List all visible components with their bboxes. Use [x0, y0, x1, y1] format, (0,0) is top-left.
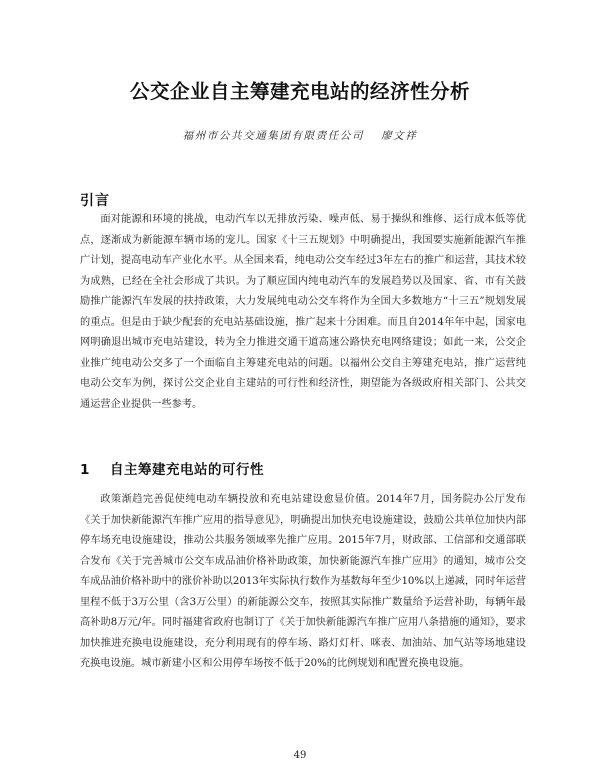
intro-paragraph: 面对能源和环境的挑战，电动汽车以无排放污染、噪声低、易于操纵和维修、运行成本低等优点，逐渐成为新能源车辆市场的宠儿。国家《十三五规划》中明确提出，我国要实施新能源汽车推广计划，提高电动车产业化水平。从全国来看，纯电动公交车经过3年左右的推广和运营，其技术较为成熟，已经在全社会形成了共识。为了顺应国内纯电动汽车的发展趋势以及国家、省、市有关鼓励推广能源汽车发展的扶持政策，大力发展纯电动公交车将作为全国大多数地方“十三五”规划发展的重点。但是由于缺少配套的充电站基础设施，推广起来十分困难。而且自2014年年中起，国家电网明确退出城市充电站建设，转为全力推进交通干道高速公路快充电网络建设；如此一来，公交企业推广纯电动公交多了一个面临自主筹建充电站的问题。以福州公交自主筹建充电站，推广运营纯电动公交车为例，探讨公交企业自主建站的可行性和经济性，期望能为各级政府相关部门、公共交通运营企业提供一些参考。 — [80, 214, 526, 410]
section-heading — [80, 458, 264, 478]
intro-heading: 引言 — [80, 193, 110, 209]
page-number: 49 — [293, 750, 307, 761]
section-title: 自主筹建充电站的可行性 — [110, 462, 264, 478]
section-number: 1 — [80, 462, 90, 478]
byline — [0, 128, 600, 143]
author-name: 廖文祥 — [381, 130, 418, 142]
author-affiliation: 福州市公共交通集团有限责任公司 — [182, 130, 365, 142]
section-paragraph: 政策渐趋完善促使纯电动车辆投放和充电站建设愈显价值。2014年7月，国务院办公厅发布《关于加快新能源汽车推广应用的指导意见》，明确提出加快充电设施建设，鼓励公共单位加快内部停车场充电设施建设，推动公共服务领域率先推广应用。2015年7月，财政部、工信部和交通部联合发布《关于完善城市公交车成品油价格补助政策，加快新能源汽车推广应用》的通知，城市公交车成品油价格补助中的涨价补助以2013年实际执行数作为基数每年至少10%以上递减，同时年运营里程不低于3万公里（含3万公里）的新能源公交车，按照其实际推广数量给予运营补助，每辆年最高补助8万元/年。同时福建省政府也制订了《关于加快新能源汽车推广应用八条措施的通知》，要求加快推进充换电设施建设，充分利用现有的停车场、路灯灯杆、咪表、加油站、加气站等场地建设充换电设施。城市新建小区和公用停车场按不低于20%的比例规划和配置充换电设施。 — [80, 494, 526, 669]
article-title: 公交企业自主筹建充电站的经济性分析 — [129, 80, 470, 103]
